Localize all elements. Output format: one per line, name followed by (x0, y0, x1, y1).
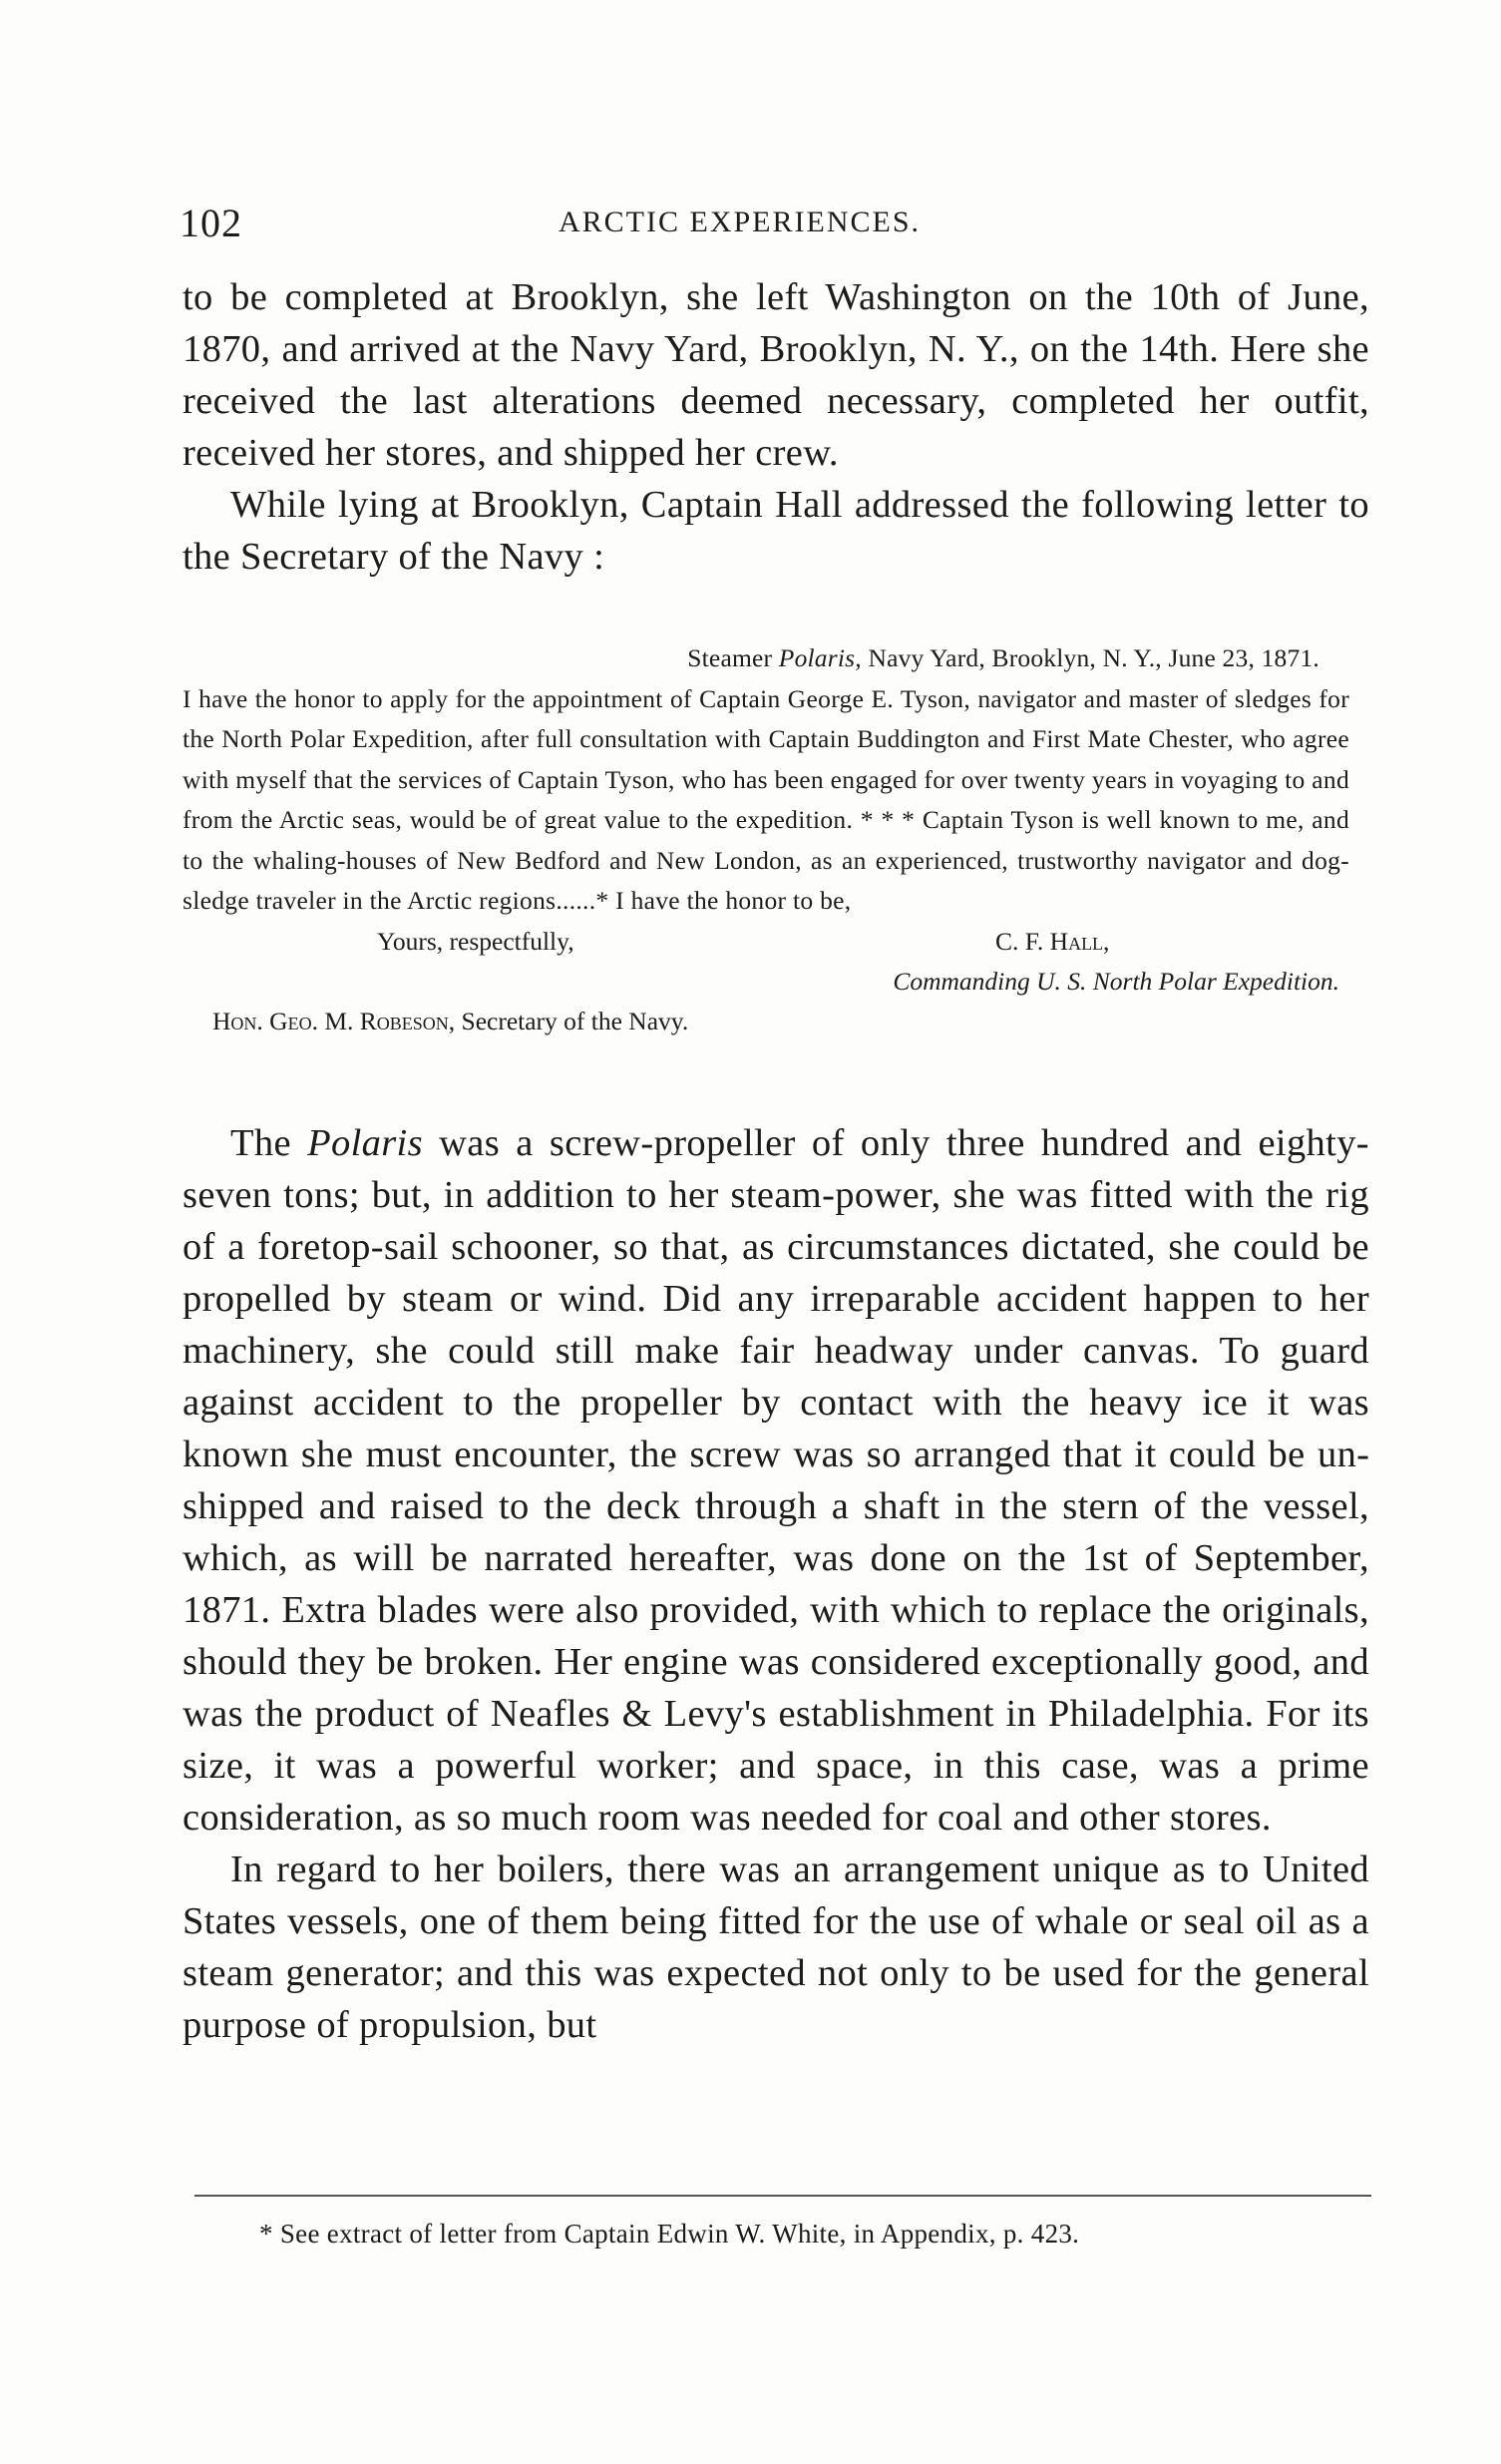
footnote: * See extract of letter from Captain Edwin W. White, in Appendix, p. 423. (259, 2219, 1080, 2249)
footnote-divider (194, 2195, 1371, 2197)
letter-dateline (183, 638, 1349, 679)
dateline-rest: Navy Yard, Brooklyn, N. Y., June 23, 1871. (868, 643, 1319, 672)
paragraph-letter-intro: While lying at Brooklyn, Captain Hall addressed the following letter to the Secretary of the Navy : (183, 484, 1369, 578)
paragraph-polaris (183, 1117, 1369, 1844)
paragraph-continued: to be completed at Brooklyn, she left Washington on the 10th of June, 1870, and arrived at the Navy Yard, Brooklyn, N. Y., on the 14th. Here she received the last alterations deemed necessary, completed her outfit, received her stores, and shipped her crew. (183, 276, 1369, 474)
running-head (180, 200, 1366, 249)
letter-body: I have the honor to apply for the appointment of Captain George E. Tyson, navigator and master of sledges for the North Polar Expedition, after full consultation with Captain Buddington and First Mate Chester, who agree with myself that the services of Captain Tyson, who has been engaged for over twenty years in voyaging to and from the Arctic seas, would be of great value to the expedition. * * * Captain Tyson is well known to me, and to the whaling-houses of New Bedford and New London, as an experienced, trustworthy navigator and dog-sledge traveler in the Arctic regions......* I have the honor to be, (183, 683, 1349, 915)
letter-addressee (183, 1002, 1349, 1042)
letter-signer: C. F. Hall, (995, 926, 1110, 956)
polaris-body: was a screw-propeller of only three hundred and eighty-seven tons; but, in addition to her steam-power, she was fitted with the rig of a foretop-sail schooner, so that, as circumstances dictated, she could be propelled by steam or wind. Did any irreparable accident happen to her machinery, she could still make fair headway under canvas. To guard against accident to the propeller by contact with the heavy ice it was known she must encounter, the screw was so arranged that it could be unshipped and raised to the deck through a shaft in the stern of the vessel, which, as will be narrated hereafter, was done on the 1st of September, 1871. Extra blades were also provided, with which to replace the originals, should they be broken. Her engine was considered exceptionally good, and was the product of Neafles & Levy's establishment in Philadelphia. For its size, it was a powerful worker; and space, in this case, was a prime consideration, as so much room was needed for coal and other stores. (183, 1122, 1369, 1839)
letter-closing: Yours, respectfully, (377, 926, 574, 956)
dateline-ship: Polaris, (778, 643, 862, 672)
running-title: ARCTIC EXPERIENCES. (559, 205, 922, 238)
signer-title: Commanding U. S. North Polar Expedition. (893, 966, 1339, 996)
dateline-prefix: Steamer (687, 643, 773, 672)
page-number: 102 (180, 201, 242, 245)
quoted-letter (183, 638, 1349, 1042)
polaris-lead: The (230, 1122, 291, 1164)
addressee-name: Hon. Geo. M. Robeson, (212, 1007, 456, 1035)
letter-signoff (183, 922, 1349, 962)
addressee-title: Secretary of the Navy. (461, 1007, 689, 1035)
polaris-ship-name: Polaris (307, 1122, 423, 1164)
intro-text (183, 271, 1369, 583)
paragraph-boilers: In regard to her boilers, there was an arrangement unique as to United States vessels, one of them being fitted for the use of whale or seal oil as a steam generator; and this was expected not only to be used for the general purpose of propulsion, but (183, 1848, 1369, 2046)
main-text (183, 1117, 1369, 2051)
